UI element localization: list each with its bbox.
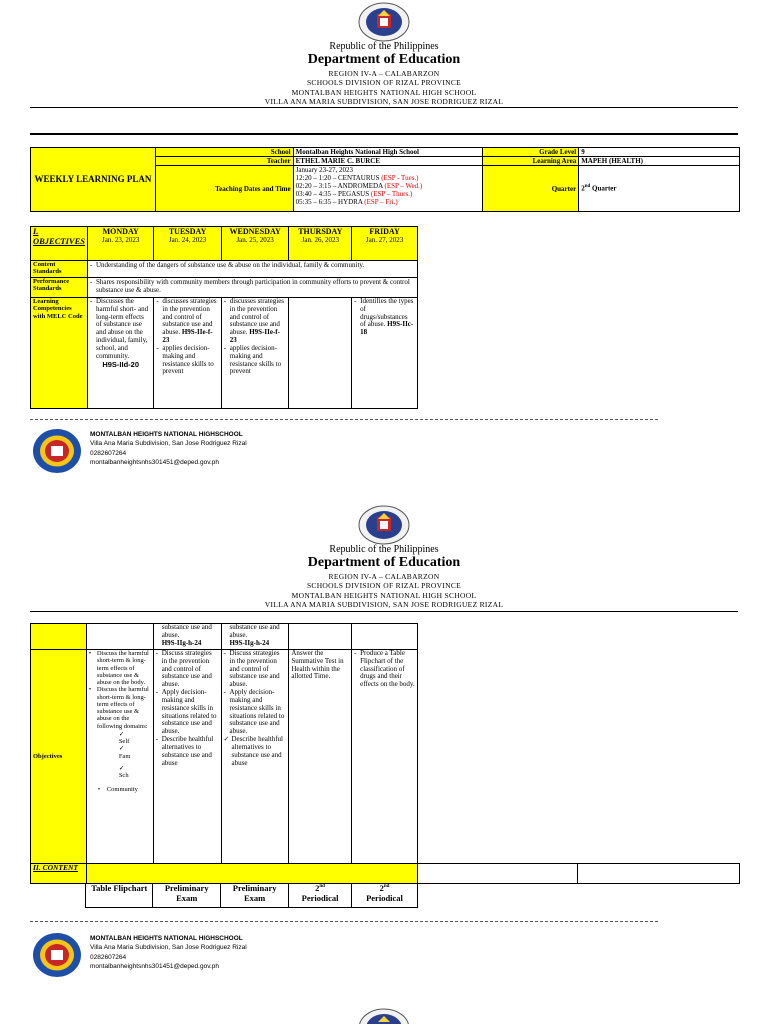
objective-friday: - Produce a Table Flipchart of the classification of drugs and their effects on the body. (352, 650, 418, 865)
competency-tuesday: - discusses strategies in the prevention and control of substance use and abuse. H9S-IIe-f-23 - applies decision-making and resistance skills to prevent (154, 298, 221, 409)
competency-friday: - Identifies the types of drugs/substances of abuse. H9S-IIc-18 (352, 298, 418, 409)
footer (32, 428, 332, 476)
deped-seal-icon (358, 2, 410, 42)
header-region: REGION IV-A – CALABARZON (328, 69, 440, 78)
school-logo-icon (32, 428, 82, 474)
content-monday: Table Flipchart (86, 884, 153, 908)
grade-label: Grade Level (483, 148, 579, 157)
footer-text: MONTALBAN HEIGHTS NATIONAL HIGHSCHOOL Villa Ana Maria Subdivision, San Jose Rodriguez Rizal 0282607264 montalbanheightsnhs301451@deped.gov.ph (90, 935, 247, 971)
footer-text: MONTALBAN HEIGHTS NATIONAL HIGHSCHOOL Villa Ana Maria Subdivision, San Jose Rodriguez Rizal 0282607264 montalbanheightsnhs301451@deped.gov.ph (90, 431, 247, 467)
schedule-cell (293, 166, 483, 212)
day-monday: MONDAY Jan. 23, 2023 (87, 227, 153, 261)
teacher-value: ETHEL MARIE C. BURCE (293, 157, 483, 166)
content-extra-2 (578, 864, 740, 884)
header-department: Department of Education (307, 52, 461, 67)
objective-wednesday: - Discuss strategies in the prevention and control of substance use and abuse. - Apply decision-making and resistance skills in situations related to substance use and abuse. - ✓ Describe healthful alternatives to substance use and abuse (221, 650, 289, 865)
day-wednesday: WEDNESDAY Jan. 25, 2023 (221, 227, 289, 261)
day-thursday: THURSDAY Jan. 26, 2023 (289, 227, 352, 261)
content-wednesday: Preliminary Exam (221, 884, 289, 908)
deped-seal-icon (358, 505, 410, 545)
footer (32, 932, 332, 980)
continued-wednesday: substance use and abuse. H9S-IIg-h-24 (221, 624, 289, 650)
header-school: MONTALBAN HEIGHTS NATIONAL HIGH SCHOOL (291, 591, 477, 600)
schedule-line: 02:20 – 3:15 – ANDROMEDA (ESP – Wed.) (295, 182, 423, 191)
header-republic: Republic of the Philippines (329, 544, 439, 555)
plan-title: WEEKLY LEARNING PLAN (31, 148, 156, 212)
teacher-label: Teacher (155, 157, 293, 166)
competency-thursday (289, 298, 352, 409)
content-standards-text: - Understanding of the dangers of substance use & abuse on the individual, family & community. (87, 261, 417, 278)
school-value: Montalban Heights National High School (293, 148, 483, 157)
content-thursday: 2nd Periodical (289, 884, 352, 908)
header-divider (30, 107, 738, 108)
objective-thursday: Answer the Summative Test in Health within the allotted Time. (289, 650, 352, 865)
day-tuesday: TUESDAY Jan. 24, 2023 (154, 227, 221, 261)
competencies-label: Learning Competencies with MELC Code (31, 298, 88, 409)
content-extra-1 (418, 864, 578, 884)
continued-friday (352, 624, 418, 650)
header-address: VILLA ANA MARIA SUBDIVISION, SAN JOSE RODRIGUEZ RIZAL (264, 97, 504, 106)
area-label: Learning Area (483, 157, 579, 166)
info-table (30, 147, 740, 212)
school-logo-icon (32, 932, 82, 978)
content-values-table (30, 883, 418, 908)
objectives-header: I. OBJECTIVES (31, 227, 88, 261)
schedule-line: 05:35 – 6:35 – HYDRA (ESP – Fri.) (295, 198, 398, 207)
continued-tuesday: substance use and abuse. H9S-IIg-h-24 (153, 624, 221, 650)
header-division: SCHOOLS DIVISION OF RIZAL PROVINCE (306, 78, 462, 87)
section-divider (30, 133, 738, 135)
performance-standards-text: - Shares responsibility with community members through participation in community efforts to prevent & control substance use & abuse. (87, 278, 417, 298)
content-standards-label: Content Standards (31, 261, 88, 278)
quarter-label: Quarter (483, 166, 579, 212)
schedule-line: 03:40 – 4:35 – PEGASUS (ESP – Thurs.) (295, 190, 413, 199)
content-table (30, 863, 740, 884)
deped-seal-icon (358, 1008, 410, 1024)
quarter-value: 2nd Quarter (579, 166, 740, 212)
grade-value: 9 (579, 148, 740, 157)
content-label: II. CONTENT (31, 864, 87, 884)
page-break-line (30, 921, 658, 922)
schedule-line: 12:20 – 1:20 – CENTAURUS (ESP - Tues.) (295, 174, 419, 183)
objectives-label: Objectives (31, 650, 87, 865)
area-value: MAPEH (HEALTH) (579, 157, 740, 166)
dates-label: Teaching Dates and Time (155, 166, 293, 212)
content-highlight (86, 864, 417, 884)
header-school: MONTALBAN HEIGHTS NATIONAL HIGH SCHOOL (291, 88, 477, 97)
content-tuesday: Preliminary Exam (153, 884, 221, 908)
header-department: Department of Education (307, 555, 461, 570)
performance-standards-label: Performance Standards (31, 278, 88, 298)
plan-table (30, 226, 418, 409)
continued-label-cell (31, 624, 87, 650)
header-region: REGION IV-A – CALABARZON (328, 572, 440, 581)
objective-tuesday: - Discuss strategies in the prevention and control of substance use and abuse. - Apply decision-making and resistance skills in situations related to substance use and abuse. - Describe healthful alternatives to substance use and abuse (153, 650, 221, 865)
dates-head: January 23-27, 2023 (295, 166, 353, 175)
page-break-line (30, 419, 658, 420)
objective-monday: • Discuss the harmful short-term & long-term effects of substance use & abuse on the body. • Discuss the harmful short-term & long-term effects of substance use & abuse on the following domains: ✓ Self ✓ Fam ✓ Sch • Community (86, 650, 153, 865)
content-friday: 2nd Periodical (352, 884, 418, 908)
continued-monday (86, 624, 153, 650)
competency-wednesday: - discusses strategies in the prevention and control of substance use and abuse. H9S-IIe-f-23 - applies decision-making and resistance skills to prevent (221, 298, 289, 409)
day-friday: FRIDAY Jan. 27, 2023 (352, 227, 418, 261)
content-empty (30, 884, 86, 908)
school-label: School (155, 148, 293, 157)
plan-table-continued (30, 623, 418, 865)
continued-thursday (289, 624, 352, 650)
header-division: SCHOOLS DIVISION OF RIZAL PROVINCE (306, 581, 462, 590)
header-address: VILLA ANA MARIA SUBDIVISION, SAN JOSE RODRIGUEZ RIZAL (264, 600, 504, 609)
header-divider (30, 611, 738, 612)
header-republic: Republic of the Philippines (329, 41, 439, 52)
competency-monday: - Discusses the harmful short- and long-term effects of substance use and abuse on the individual, family, school, and community. H9S-IId-20 (87, 298, 153, 409)
